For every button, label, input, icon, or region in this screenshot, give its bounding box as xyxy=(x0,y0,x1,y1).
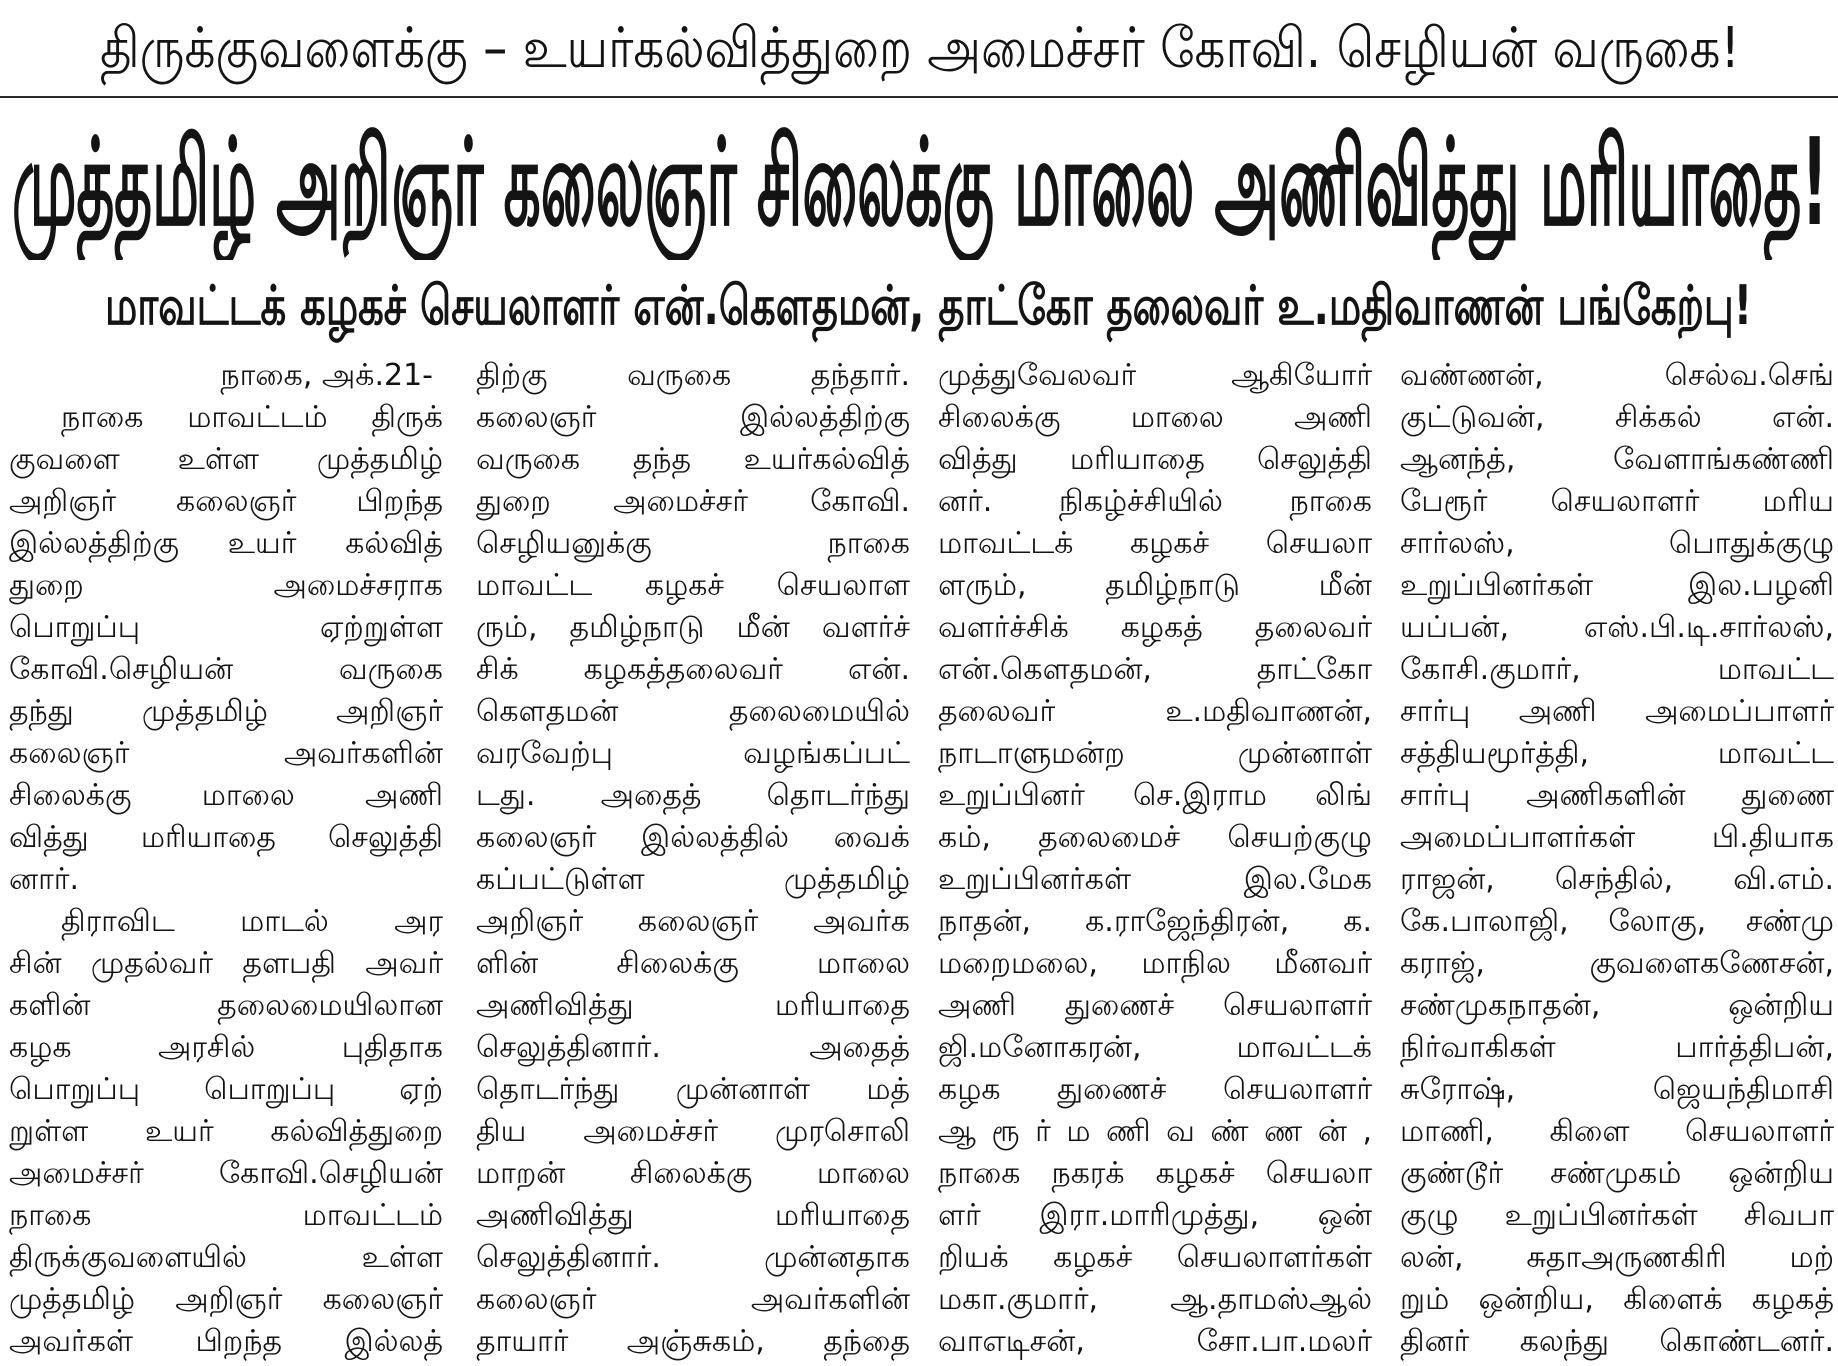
body-line: நிர்வாகிகள் பார்த்திபன், xyxy=(1400,1030,1834,1065)
body-line: சிக் கழகத்தலைவர் என். xyxy=(476,652,910,687)
body-line: நாடாளுமன்ற முன்னாள் xyxy=(938,736,1372,771)
body-line: மறைமலை, மாநில மீனவர் xyxy=(938,946,1372,981)
body-line: நாகை மாவட்டம் xyxy=(9,1198,443,1233)
kicker-divider xyxy=(0,96,1838,98)
body-line: கம், தலைமைச் செயற்குழு xyxy=(938,820,1372,855)
body-line: பேரூர் செயலாளர் மரிய xyxy=(1400,484,1834,519)
body-line: கலைஞர் அவர்களின் xyxy=(9,736,443,771)
body-line: நாகை மாவட்டம் திருக் xyxy=(61,400,443,435)
article-column-3 xyxy=(938,355,1372,1363)
body-line: ஆனந்த், வேளாங்கண்ணி xyxy=(1400,442,1834,477)
body-line: யப்பன், எஸ்.பி.டி.சார்லஸ், xyxy=(1400,610,1834,645)
body-line: கழக துணைச் செயலாளர் xyxy=(938,1072,1372,1107)
body-line: அணி துணைச் செயலாளர் xyxy=(938,988,1372,1023)
body-line: திய அமைச்சர் முரசொலி xyxy=(476,1114,910,1149)
body-line: வாஎடிசன், சோ.பா.மலர் xyxy=(938,1324,1372,1359)
body-line: தினர் கலந்து கொண்டனர். xyxy=(1400,1324,1834,1359)
body-line: சுரோஷ், ஜெயந்திமாசி xyxy=(1400,1072,1834,1107)
body-line: மாறன் சிலைக்கு மாலை xyxy=(476,1156,910,1191)
body-line: னார். xyxy=(9,862,79,897)
body-line: டது. அதைத் தொடர்ந்து xyxy=(476,778,910,813)
body-line: சிலைக்கு மாலை அணி xyxy=(938,400,1372,435)
body-line: அறிஞர் கலைஞர் பிறந்த xyxy=(9,484,443,519)
article-column-4 xyxy=(1400,355,1834,1363)
subheadline xyxy=(105,266,1752,346)
body-line: ளரும், தமிழ்நாடு மீன் xyxy=(938,568,1372,603)
body-line: வளர்ச்சிக் கழகத் தலைவர் xyxy=(938,610,1372,645)
body-line: சார்பு அணிகளின் துணை xyxy=(1400,778,1834,813)
body-line: மாவட்ட கழகச் செயலாள xyxy=(476,568,910,603)
body-line: ரும், தமிழ்நாடு மீன் வளர்ச் xyxy=(476,610,910,645)
body-line: திராவிட மாடல் அர xyxy=(61,904,443,939)
body-line: துறை அமைச்சராக xyxy=(9,568,443,603)
body-line: வித்து மரியாதை செலுத்தி xyxy=(938,442,1372,477)
body-line: வருகை தந்த உயர்கல்வித் xyxy=(476,442,910,477)
body-line: ஜி.மனோகரன், மாவட்டக் xyxy=(938,1030,1372,1065)
body-line: தந்து முத்தமிழ் அறிஞர் xyxy=(9,694,443,729)
body-line: நாகை நகரக் கழகச் செயலா xyxy=(938,1156,1372,1191)
body-line: கழக அரசில் புதிதாக xyxy=(9,1030,443,1065)
body-line: தொடர்ந்து முன்னாள் மத் xyxy=(476,1072,910,1107)
kicker-text: திருக்குவளைக்கு – உயர்கல்வித்துறை அமைச்சர் கோவி. செழியன் வருகை! xyxy=(100,16,1740,81)
body-line: அணிவித்து மரியாதை xyxy=(476,988,910,1023)
body-line: குழு உறுப்பினர்கள் சிவபா xyxy=(1400,1198,1834,1233)
body-line: வண்ணன், செல்வ.செங் xyxy=(1400,358,1834,393)
body-line: தலைவர் உ.மதிவாணன், xyxy=(938,694,1372,729)
subheadline-text: மாவட்டக் கழகச் செயலாளர் என்.கௌதமன், தாட்கோ தலைவர் உ.மதிவாணன் பங்கேற்பு! xyxy=(105,274,1752,337)
body-line: உறுப்பினர்கள் இல.பழனி xyxy=(1400,568,1834,603)
body-line: மாவட்டக் கழகச் செயலா xyxy=(938,526,1372,561)
body-line: கலைஞர் இல்லத்திற்கு xyxy=(476,400,910,435)
body-line: கராஜ், குவளைகணேசன், xyxy=(1400,946,1834,981)
body-line: அவர்கள் பிறந்த இல்லத் xyxy=(9,1324,443,1359)
body-line: றும் ஒன்றிய, கிளைக் கழகத் xyxy=(1400,1282,1834,1317)
body-line: றியக் கழகச் செயலாளர்கள் xyxy=(938,1240,1372,1275)
body-line: கலைஞர் அவர்களின் xyxy=(476,1282,910,1317)
body-line: முத்துவேலவர் ஆகியோர் xyxy=(938,358,1372,393)
body-line: குண்டூர் சண்முகம் ஒன்றிய xyxy=(1400,1156,1834,1191)
body-line: சண்முகநாதன், ஒன்றிய xyxy=(1400,988,1834,1023)
body-line: துறை அமைச்சர் கோவி. xyxy=(476,484,910,519)
body-line: சின் முதல்வர் தளபதி அவர் xyxy=(9,946,443,981)
body-line: கலைஞர் இல்லத்தில் வைக் xyxy=(476,820,910,855)
body-line: களின் தலைமையிலான xyxy=(9,988,443,1023)
body-line: ளர் இரா.மாரிமுத்து, ஒன் xyxy=(938,1198,1372,1233)
body-line: தாயார் அஞ்சுகம், தந்தை xyxy=(476,1324,910,1359)
body-line: லன், சுதாஅருணகிரி மற் xyxy=(1400,1240,1834,1275)
body-line: செழியனுக்கு நாகை xyxy=(476,526,910,561)
body-line: கோசி.குமார், மாவட்ட xyxy=(1400,652,1834,687)
body-line: இல்லத்திற்கு உயர் கல்வித் xyxy=(9,526,443,561)
body-line: சிலைக்கு மாலை அணி xyxy=(9,778,443,813)
article-column-1 xyxy=(9,355,443,1363)
body-line: அமைச்சர் கோவி.செழியன் xyxy=(9,1156,443,1191)
body-line: நாதன், க.ராஜேந்திரன், க. xyxy=(938,904,1372,939)
body-line: றுள்ள உயர் கல்வித்துறை xyxy=(9,1114,443,1149)
body-line: மாணி, கிளை செயலாளர் xyxy=(1400,1114,1834,1149)
kicker-line xyxy=(100,8,1740,90)
body-line: வித்து மரியாதை செலுத்தி xyxy=(9,820,443,855)
body-line: சத்தியமூர்த்தி, மாவட்ட xyxy=(1400,736,1834,771)
body-line: வரவேற்பு வழங்கப்பட் xyxy=(476,736,910,771)
body-line: சார்லஸ், பொதுக்குழு xyxy=(1400,526,1834,561)
body-line: உறுப்பினர் செ.இராம லிங் xyxy=(938,778,1372,813)
body-line: அமைப்பாளர்கள் பி.தியாக xyxy=(1400,820,1834,855)
body-line: பொறுப்பு ஏற்றுள்ள xyxy=(9,610,443,645)
body-line: கப்பட்டுள்ள முத்தமிழ் xyxy=(476,862,910,897)
dateline: நாகை, அக்.21- xyxy=(220,358,433,393)
body-line: கௌதமன் தலைமையில் xyxy=(476,694,910,729)
body-line: னர். நிகழ்ச்சியில் நாகை xyxy=(938,484,1372,519)
body-line: உறுப்பினர்கள் இல.மேக xyxy=(938,862,1372,897)
body-line: ளின் சிலைக்கு மாலை xyxy=(476,946,910,981)
body-line: முத்தமிழ் அறிஞர் கலைஞர் xyxy=(9,1282,443,1317)
headline-text: முத்தமிழ் அறிஞர் கலைஞர் சிலைக்கு மாலை அணிவித்து மரியாதை! xyxy=(12,114,1828,253)
body-line: என்.கௌதமன், தாட்கோ xyxy=(938,652,1372,687)
body-line: சார்பு அணி அமைப்பாளர் xyxy=(1400,694,1834,729)
body-line: செலுத்தினார். முன்னதாக xyxy=(476,1240,910,1275)
headline xyxy=(12,108,1828,260)
body-line: திருக்குவளையில் உள்ள xyxy=(9,1240,443,1275)
body-line: குவளை உள்ள முத்தமிழ் xyxy=(9,442,443,477)
body-line: அணிவித்து மரியாதை xyxy=(476,1198,910,1233)
body-line: ராஜன், செந்தில், வி.எம். xyxy=(1400,862,1834,897)
body-line: கே.பாலாஜி, லோகு, சண்மு xyxy=(1400,904,1834,939)
body-line: அறிஞர் கலைஞர் அவர்க xyxy=(476,904,910,939)
body-line: பொறுப்பு பொறுப்பு ஏற் xyxy=(9,1072,443,1107)
body-line: குட்டுவன், சிக்கல் என். xyxy=(1400,400,1834,435)
body-line: ஆ ரூ ர் ம ணி வ ண் ண ன் , xyxy=(938,1114,1372,1149)
body-line: செலுத்தினார். அதைத் xyxy=(476,1030,910,1065)
article-column-2 xyxy=(476,355,910,1363)
body-line: மகா.குமார், ஆ.தாமஸ்ஆல் xyxy=(938,1282,1372,1317)
body-line: கோவி.செழியன் வருகை xyxy=(9,652,443,687)
body-line: திற்கு வருகை தந்தார். xyxy=(476,358,910,393)
